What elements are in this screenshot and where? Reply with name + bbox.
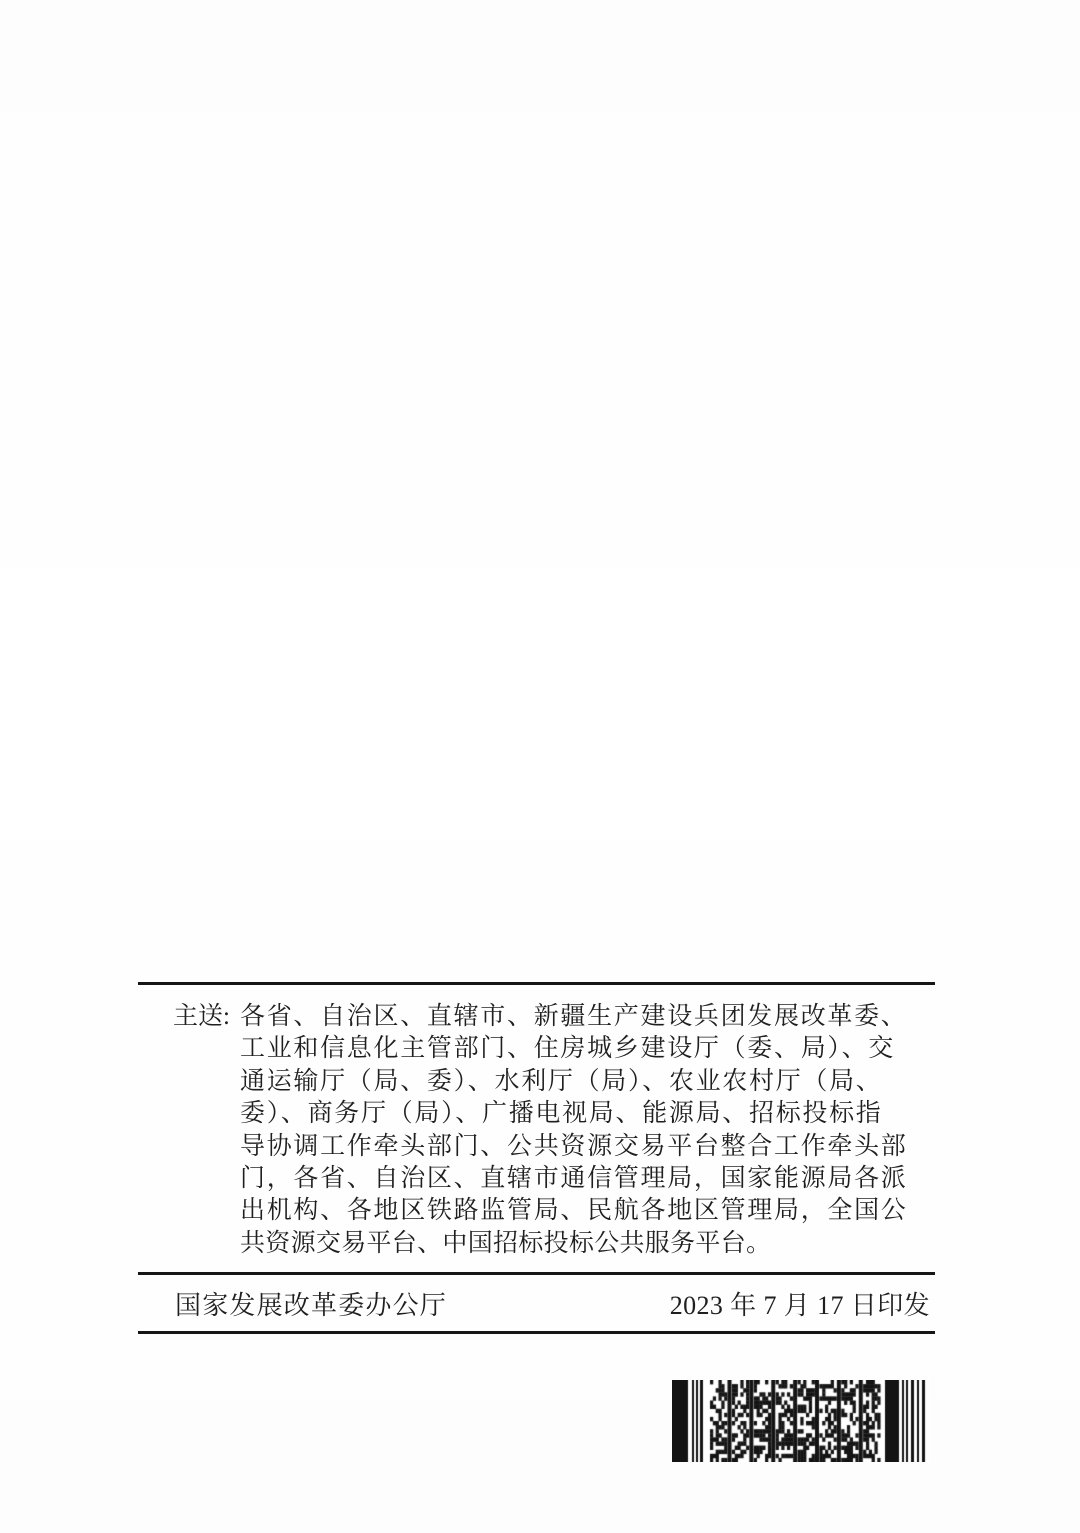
distribution-line: 通运输厅（局、委）、水利厅（局）、农业农村厅（局、 bbox=[240, 1067, 883, 1095]
distribution-list bbox=[173, 1001, 933, 1260]
distribution-label: 主送: bbox=[173, 1003, 230, 1030]
issuing-office: 国家发展改革委办公厅 bbox=[175, 1290, 448, 1320]
print-date: 2023 年 7 月 17 日印发 bbox=[669, 1290, 930, 1320]
distribution-line: 导协调工作牵头部门、公共资源交易平台整合工作牵头部 bbox=[240, 1132, 908, 1160]
distribution-line: 委）、商务厅（局）、广播电视局、能源局、招标投标指 bbox=[240, 1100, 883, 1128]
divider-top-rule bbox=[138, 982, 935, 985]
distribution-line: 出机构、各地区铁路监管局、民航各地区管理局，全国公 bbox=[240, 1197, 908, 1225]
divider-bottom-rule bbox=[138, 1331, 935, 1334]
distribution-line-text: 各省、自治区、直辖市、新疆生产建设兵团发展改革委、 bbox=[240, 1003, 908, 1030]
distribution-line: 工业和信息化主管部门、住房城乡建设厅（委、局）、交 bbox=[240, 1035, 896, 1063]
colophon-row bbox=[175, 1275, 930, 1331]
distribution-line: 门，各省、自治区、直辖市通信管理局，国家能源局各派 bbox=[240, 1165, 908, 1193]
pdf417-barcode bbox=[672, 1380, 930, 1462]
distribution-line: 共资源交易平台、中国招标投标公共服务平台。 bbox=[240, 1229, 772, 1257]
distribution-line bbox=[173, 1001, 933, 1033]
